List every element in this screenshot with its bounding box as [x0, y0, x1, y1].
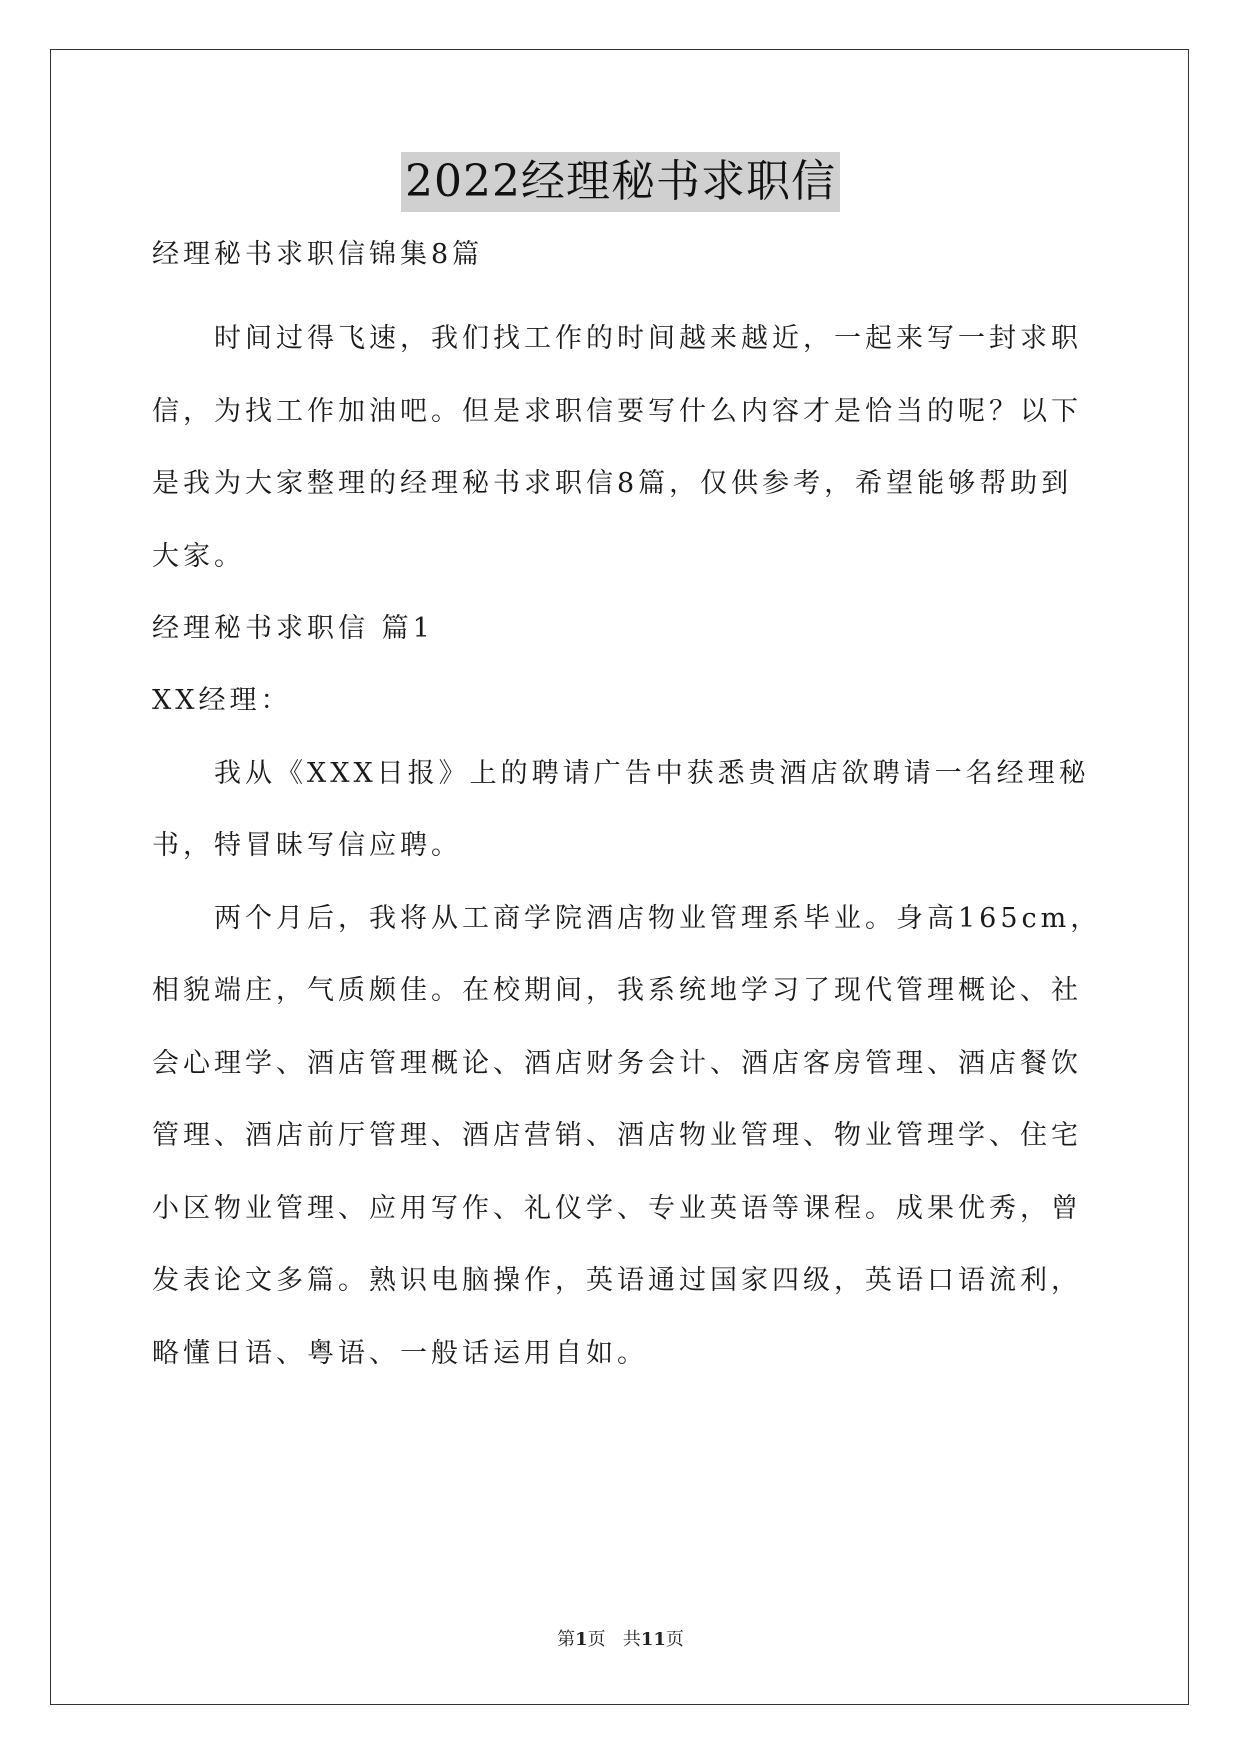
paragraph-line: 管理、酒店前厅管理、酒店营销、酒店物业管理、物业管理学、住宅 — [152, 1120, 1082, 1151]
paragraph-line: 略懂日语、粤语、一般话运用自如。 — [152, 1338, 648, 1369]
page-number: 1 — [575, 1629, 588, 1650]
page-footer — [0, 1625, 1241, 1651]
paragraph-line: 相貌端庄，气质颇佳。在校期间，我系统地学习了现代管理概论、社 — [152, 975, 1082, 1006]
intro-line: 信，为找工作加油吧。但是求职信要写什么内容才是恰当的呢？以下 — [152, 396, 1082, 427]
section-heading: 经理秘书求职信 篇1 — [152, 613, 434, 644]
page-prefix: 第 — [557, 1629, 576, 1650]
salutation: XX经理： — [152, 685, 292, 716]
intro-line: 时间过得飞速，我们找工作的时间越来越近，一起来写一封求职 — [214, 323, 1082, 354]
total-suffix: 页 — [665, 1629, 684, 1650]
paragraph-line: 小区物业管理、应用写作、礼仪学、专业英语等课程。成果优秀，曾 — [152, 1193, 1082, 1224]
total-pages: 11 — [640, 1629, 666, 1650]
page-suffix: 页 — [587, 1629, 606, 1650]
subtitle: 经理秘书求职信锦集8篇 — [152, 239, 484, 270]
title-container — [0, 152, 1241, 212]
intro-line: 是我为大家整理的经理秘书求职信8篇，仅供参考，希望能够帮助到 — [152, 468, 1073, 499]
paragraph-line: 我从《XXX日报》上的聘请广告中获悉贵酒店欲聘请一名经理秘 — [214, 758, 1090, 789]
document-title: 2022经理秘书求职信 — [401, 152, 840, 212]
paragraph-line: 会心理学、酒店管理概论、酒店财务会计、酒店客房管理、酒店餐饮 — [152, 1048, 1082, 1079]
intro-line: 大家。 — [152, 541, 245, 572]
paragraph-line: 两个月后，我将从工商学院酒店物业管理系毕业。身高165cm， — [214, 903, 1102, 934]
paragraph-line: 书，特冒昧写信应聘。 — [152, 830, 462, 861]
page-border — [50, 49, 1189, 1705]
paragraph-line: 发表论文多篇。熟识电脑操作，英语通过国家四级，英语口语流利， — [152, 1265, 1082, 1296]
total-prefix: 共 — [622, 1629, 641, 1650]
